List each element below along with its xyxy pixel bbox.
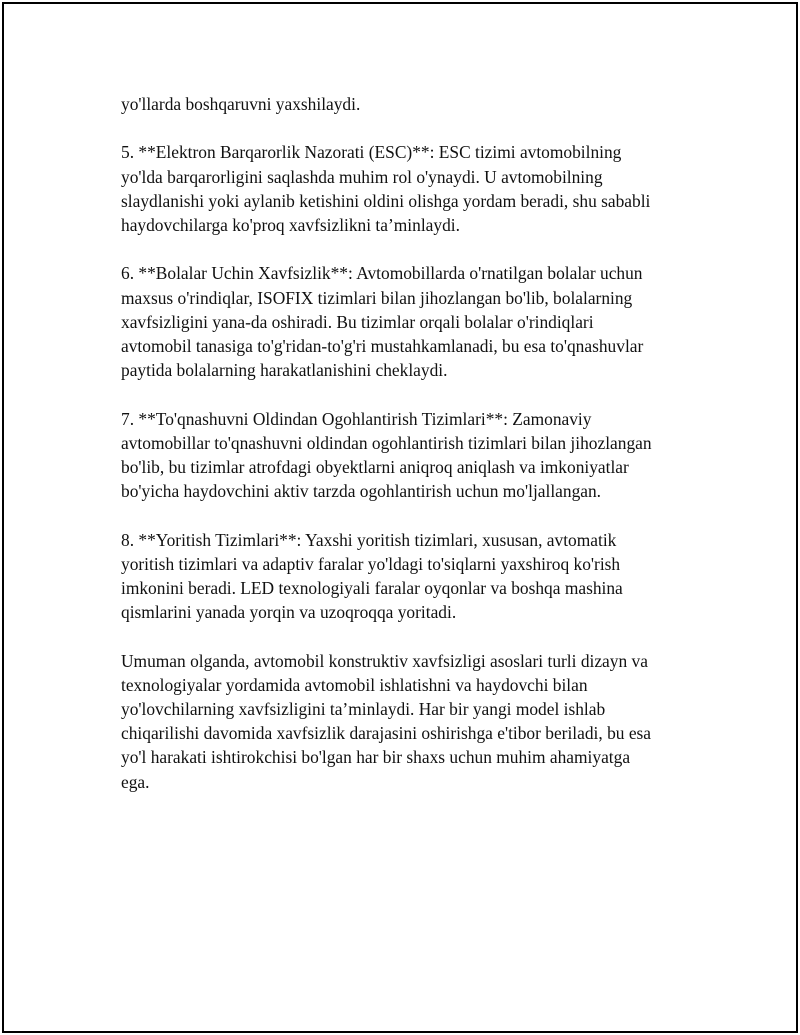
text-line: avtomobil tanasiga to'g'ridan-to'g'ri mustahkamlanadi, bu esa to'qnashuvlar xyxy=(121,336,644,356)
text-line: maxsus o'rindiqlar, ISOFIX tizimlari bilan jihozlangan bo'lib, bolalarning xyxy=(121,287,633,308)
document-body xyxy=(121,92,691,818)
text-line: qismlarini yanada yorqin va uzoqroqqa yoritadi. xyxy=(121,602,457,623)
paragraph-esc xyxy=(121,140,691,237)
text-line: yo'lovchilarning xavfsizligini ta’minlaydi. Har bir yangi model ishlab xyxy=(121,699,606,719)
text-line: texnologiyalar yordamida avtomobil ishlatishni va haydovchi bilan xyxy=(121,674,588,695)
text-line: bo'yicha haydovchini aktiv tarzda ogohlantirish uchun mo'ljallangan. xyxy=(121,481,602,502)
document-page xyxy=(2,2,798,1033)
text-line: Umuman olganda, avtomobil konstruktiv xavfsizligi asoslari turli dizayn va xyxy=(121,650,648,671)
text-line: 7. **To'qnashuvni Oldindan Ogohlantirish Tizimlari**: Zamonaviy xyxy=(121,408,592,429)
text-line: xavfsizligini yana-da oshiradi. Bu tizimlar orqali bolalar o'rindiqlari xyxy=(121,311,594,332)
text-line: slaydlanishi yoki aylanib ketishini oldini olishga yordam beradi, shu sababli xyxy=(121,190,651,211)
text-line: bo'lib, bu tizimlar atrofdagi obyektlarni aniqroq aniqlash va imkoniyatlar xyxy=(121,457,629,477)
text-line: yoritish tizimlari va adaptiv faralar yo'ldagi to'siqlarni yaxshiroq ko'rish xyxy=(121,553,621,574)
paragraph-collision-warning xyxy=(121,407,691,504)
text-line: yo'lda barqarorligini saqlashda muhim rol o'ynaydi. U avtomobilning xyxy=(121,166,603,187)
text-line: haydovchilarga ko'proq xavfsizlikni ta’minlaydi. xyxy=(121,215,460,235)
text-line: yo'l harakati ishtirokchisi bo'lgan har bir shaxs uchun muhim ahamiyatga xyxy=(121,747,631,768)
text-line: 5. **Elektron Barqarorlik Nazorati (ESC)**: ESC tizimi avtomobilning xyxy=(121,142,622,163)
text-line: 6. **Bolalar Uchin Xavfsizlik**: Avtomobillarda o'rnatilgan bolalar uchun xyxy=(121,263,643,284)
text-line: avtomobillar to'qnashuvni oldindan ogohlantirish tizimlari bilan jihozlangan xyxy=(121,432,652,453)
text-line: 8. **Yoritish Tizimlari**: Yaxshi yoritish tizimlari, xususan, avtomatik xyxy=(121,529,617,550)
text-line: paytida bolalarning harakatlanishini cheklaydi. xyxy=(121,360,448,381)
text-line: yo'llarda boshqaruvni yaxshilaydi. xyxy=(121,94,361,114)
text-line: imkonini beradi. LED texnologiyali faralar oyqonlar va boshqa mashina xyxy=(121,578,623,598)
paragraph-lighting xyxy=(121,528,691,625)
paragraph-conclusion xyxy=(121,649,691,794)
text-line: ega. xyxy=(121,771,150,792)
text-line: chiqarilishi davomida xavfsizlik darajasini oshirishga e'tibor beriladi, bu esa xyxy=(121,723,652,744)
paragraph-child-safety xyxy=(121,261,691,382)
paragraph-continuation xyxy=(121,92,691,116)
